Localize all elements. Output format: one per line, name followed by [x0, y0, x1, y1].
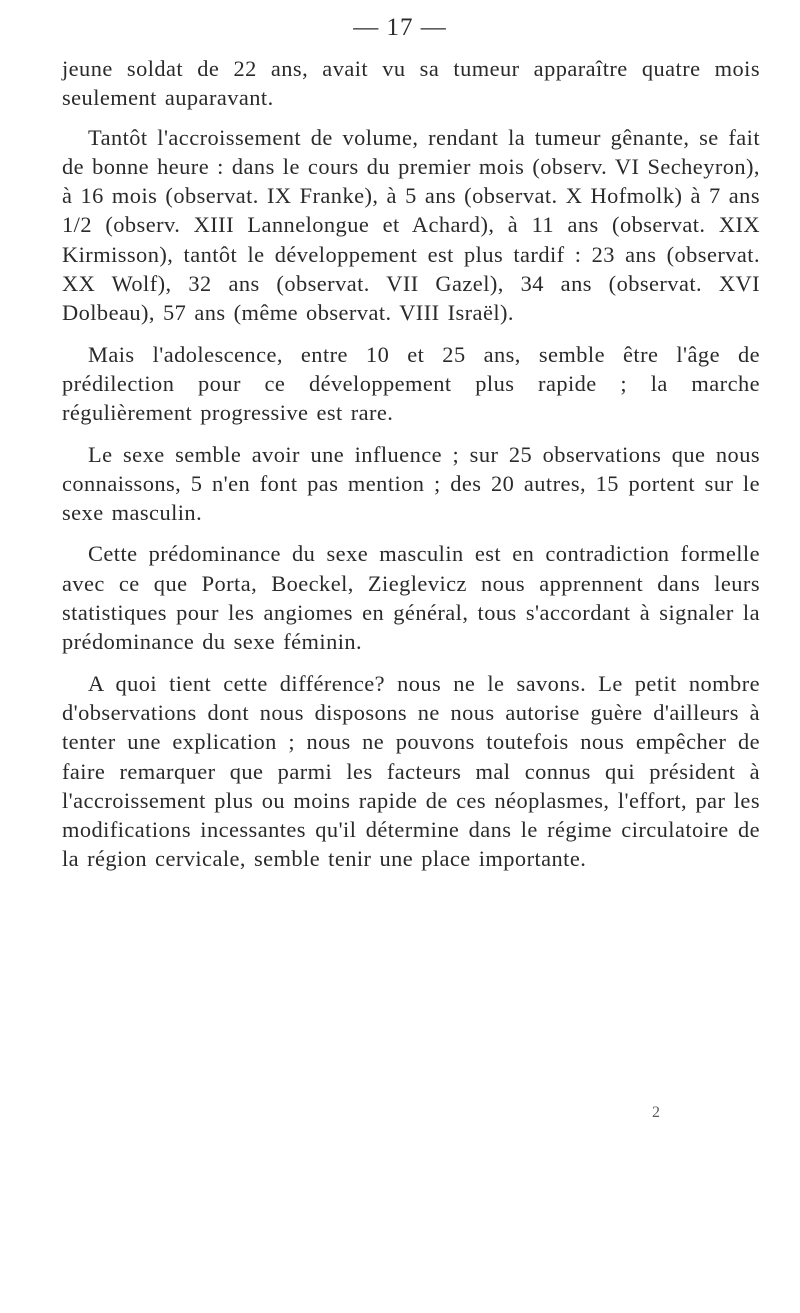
paragraph-4: Le sexe semble avoir une influence ; sur 25 observations que nous connaissons, 5 n'en font pas mention ; des 20 autres, 15 portent sur le sexe masculin. [62, 441, 760, 526]
page-number: — 17 — [353, 14, 447, 41]
paragraph-5: Cette prédominance du sexe masculin est en contradiction formelle avec ce que Porta, Boeckel, Zieglevicz nous apprennent dans leurs statistiques pour les angiomes en général, tous s'accordant à signaler la prédominance du sexe féminin. [62, 541, 760, 655]
paragraph-3: Mais l'adolescence, entre 10 et 25 ans, semble être l'âge de prédilection pour ce développement plus rapide ; la marche régulièrement progressive est rare. [62, 341, 760, 426]
paragraph-6: A quoi tient cette différence? nous ne le savons. Le petit nombre d'observations dont nous disposons ne nous autorise guère d'ailleurs à tenter une explication ; nous ne pouvons toutefois nous empêcher de faire remarquer que parmi les facteurs mal connus qui président à l'accroissement plus ou moins rapide de ces néoplasmes, l'effort, par les modifications incessantes qu'il détermine dans le régime circulatoire de la région cervicale, semble tenir une place importante. [62, 670, 760, 872]
paragraph-2: Tantôt l'accroissement de volume, rendant la tumeur gênante, se fait de bonne heure : dans le cours du premier mois (observ. VI Secheyron), à 16 mois (observat. IX Franke), à 5 ans (observat. X Hofmolk) à 7 ans 1/2 (observ. XIII Lannelongue et Achard), à 11 ans (observat. XIX Kirmisson), tantôt le développement est plus tardif : 23 ans (observat. XX Wolf), 32 ans (observat. VII Gazel), 34 ans (observat. XVI Dolbeau), 57 ans (même observat. VIII Israël). [62, 124, 760, 326]
signature-mark: 2 [652, 1104, 660, 1121]
paragraph-1: jeune soldat de 22 ans, avait vu sa tumeur apparaître quatre mois seulement auparavant. [62, 56, 760, 111]
body-text [62, 54, 760, 884]
